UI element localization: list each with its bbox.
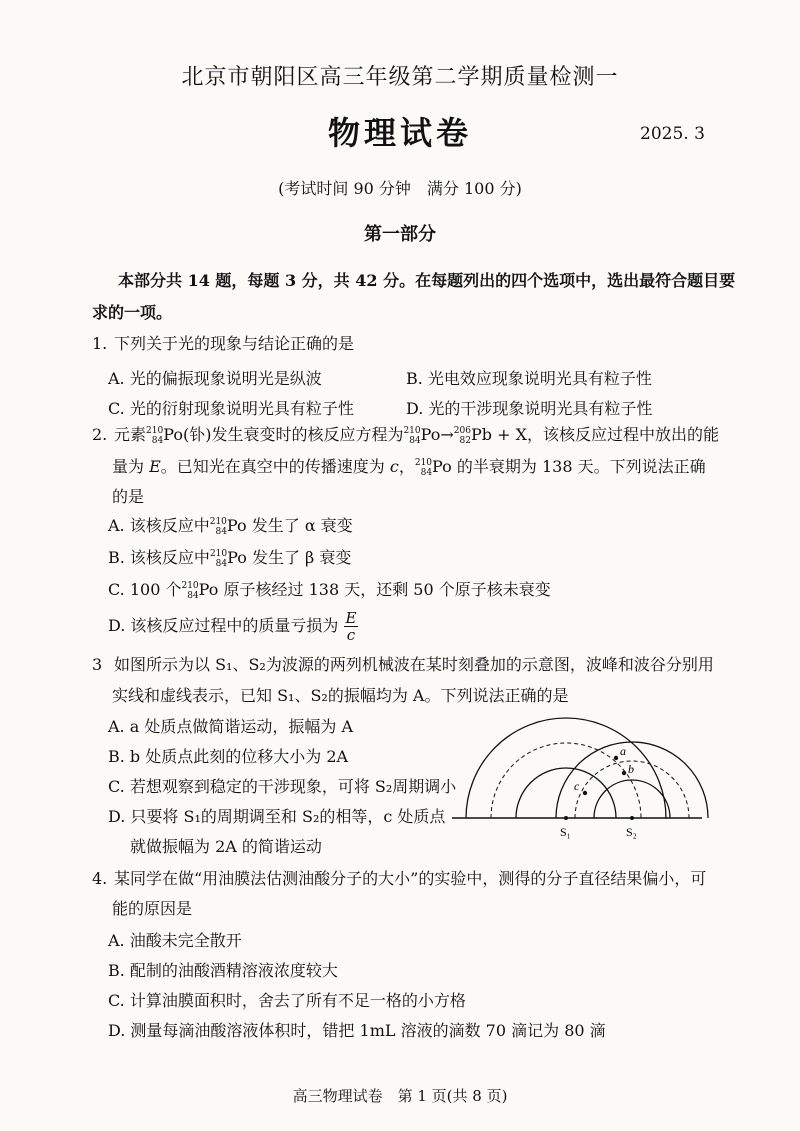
q2-text: Po 的半衰期为 138 天。下列说法正确 [432,457,706,476]
q4-option-c: C. 计算油膜面积时，舍去了所有不足一格的小方格 [108,991,466,1010]
q4-option-b: B. 配制的油酸酒精溶液浓度较大 [108,961,338,980]
po-nuclide-symbol: 210 84 [403,425,421,446]
question-number: 1. [92,334,108,353]
label-c: c [574,779,580,793]
point-c [583,791,587,795]
question-2-line-1 [92,424,719,446]
option-text: A. 该核反应中 [108,516,210,535]
exam-header: 北京市朝阳区高三年级第二学期质量检测一 [181,65,619,90]
option-text: Po 发生了 β 衰变 [227,548,352,567]
q4-option-a: A. 油酸未完全散开 [108,931,242,950]
option-text: D. 该核反应过程中的质量亏损为 [108,616,339,635]
po-nuclide-symbol: 210 84 [146,425,164,446]
option-text: Po 发生了 α 衰变 [226,516,353,535]
exam-duration: (考试时间 90 分钟 满分 100 分) [278,179,522,198]
q3-option-b: B. b 处质点此刻的位移大小为 2A [108,747,349,766]
q2-text: ， [398,457,415,476]
question-2-line-3: 的是 [112,487,145,506]
q2-text: c [389,457,399,476]
option-text: C. 100 个 [108,580,182,599]
question-3-line-1 [92,654,714,676]
q1-option-a: A. 光的偏振现象说明光是纵波 [108,369,322,388]
s1-crest-inner [516,768,616,818]
po-nuclide-symbol: 210 84 [414,457,433,478]
question-number: 2. [92,425,108,444]
q2-text: E [149,457,161,476]
q4-option-d: D. 测量每滴油酸溶液体积时，错把 1mL 溶液的滴数 70 滴记为 80 滴 [108,1021,606,1040]
q2-text: 元素 [114,425,147,444]
question-text: 某同学在做“用油膜法估测油酸分子的大小”的实验中，测得的分子直径结果偏小，可 [114,869,707,888]
label-s1: S₁ [560,825,571,839]
instructions-line-1: 本部分共 14 题，每题 3 分，共 42 分。在每题列出的四个选项中，选出最符合题目要 [118,271,736,290]
question-3-line-2: 实线和虚线表示，已知 S₁、S₂的振幅均为 A。下列说法正确的是 [112,686,569,705]
label-b: b [628,762,634,776]
q2-option-a [108,513,353,537]
point-a [614,756,618,760]
question-text: 下列关于光的现象与结论正确的是 [114,334,355,353]
label-a: a [620,744,626,758]
q1-option-c: C. 光的衍射现象说明光具有粒子性 [108,399,354,418]
part-heading: 第一部分 [364,224,436,245]
q1-option-d: D. 光的干涉现象说明光具有粒子性 [406,399,653,418]
q2-option-b [108,545,351,569]
po-nuclide-symbol: 210 84 [181,580,199,601]
option-text: Po 原子核经过 138 天，还剩 50 个原子核未衰变 [198,580,551,599]
question-2-line-2 [112,456,706,478]
q3-option-d-line-2: 就做振幅为 2A 的简谐运动 [130,837,322,856]
po-nuclide-symbol: 210 84 [209,548,228,569]
question-1-stem [92,333,354,355]
question-text: 如图所示为以 S₁、S₂为波源的两列机械波在某时刻叠加的示意图，波峰和波谷分别用 [114,655,714,674]
q3-option-d-line-1: D. 只要将 S₁的周期调至和 S₂的相等，c 处质点 [108,807,446,826]
source-s1-dot [564,816,568,820]
question-number: 3 [92,655,103,674]
question-4-line-2: 能的原因是 [112,899,193,918]
option-text: B. 该核反应中 [108,548,210,567]
q2-text: 量为 [112,457,150,476]
q3-option-c: C. 若想观察到稳定的干涉现象，可将 S₂周期调小 [108,777,457,796]
s2-crest-inner [594,780,670,818]
question-number: 4. [92,869,108,888]
point-b [622,771,626,775]
q2-text: Po(钋)发生衰变时的核反应方程为 [163,425,404,444]
instructions-line-2: 求的一项。 [92,303,173,322]
q2-text: Po→ [420,425,454,444]
po-nuclide-symbol: 210 84 [209,516,227,537]
q3-option-a: A. a 处质点做简谐运动，振幅为 A [108,717,353,736]
wave-interference-figure [450,700,710,850]
source-s2-dot [630,816,634,820]
q2-text: Pb + X，该核反应过程中放出的能 [470,425,719,444]
q2-text: 。已知光在真空中的传播速度为 [160,457,390,476]
exam-date: 2025. 3 [640,124,705,144]
page-title: 物理试卷 [327,114,472,152]
q2-option-c [108,577,551,601]
pb-nuclide-symbol: 206 82 [453,425,471,446]
label-s2: S₂ [626,825,637,839]
page-footer: 高三物理试卷 第 1 页(共 8 页) [292,1087,508,1105]
mass-defect-fraction: $\frac{E}{c}$ [345,609,357,644]
q1-option-b: B. 光电效应现象说明光具有粒子性 [406,369,652,388]
q2-option-d [108,610,358,643]
question-4-line-1 [92,868,706,890]
